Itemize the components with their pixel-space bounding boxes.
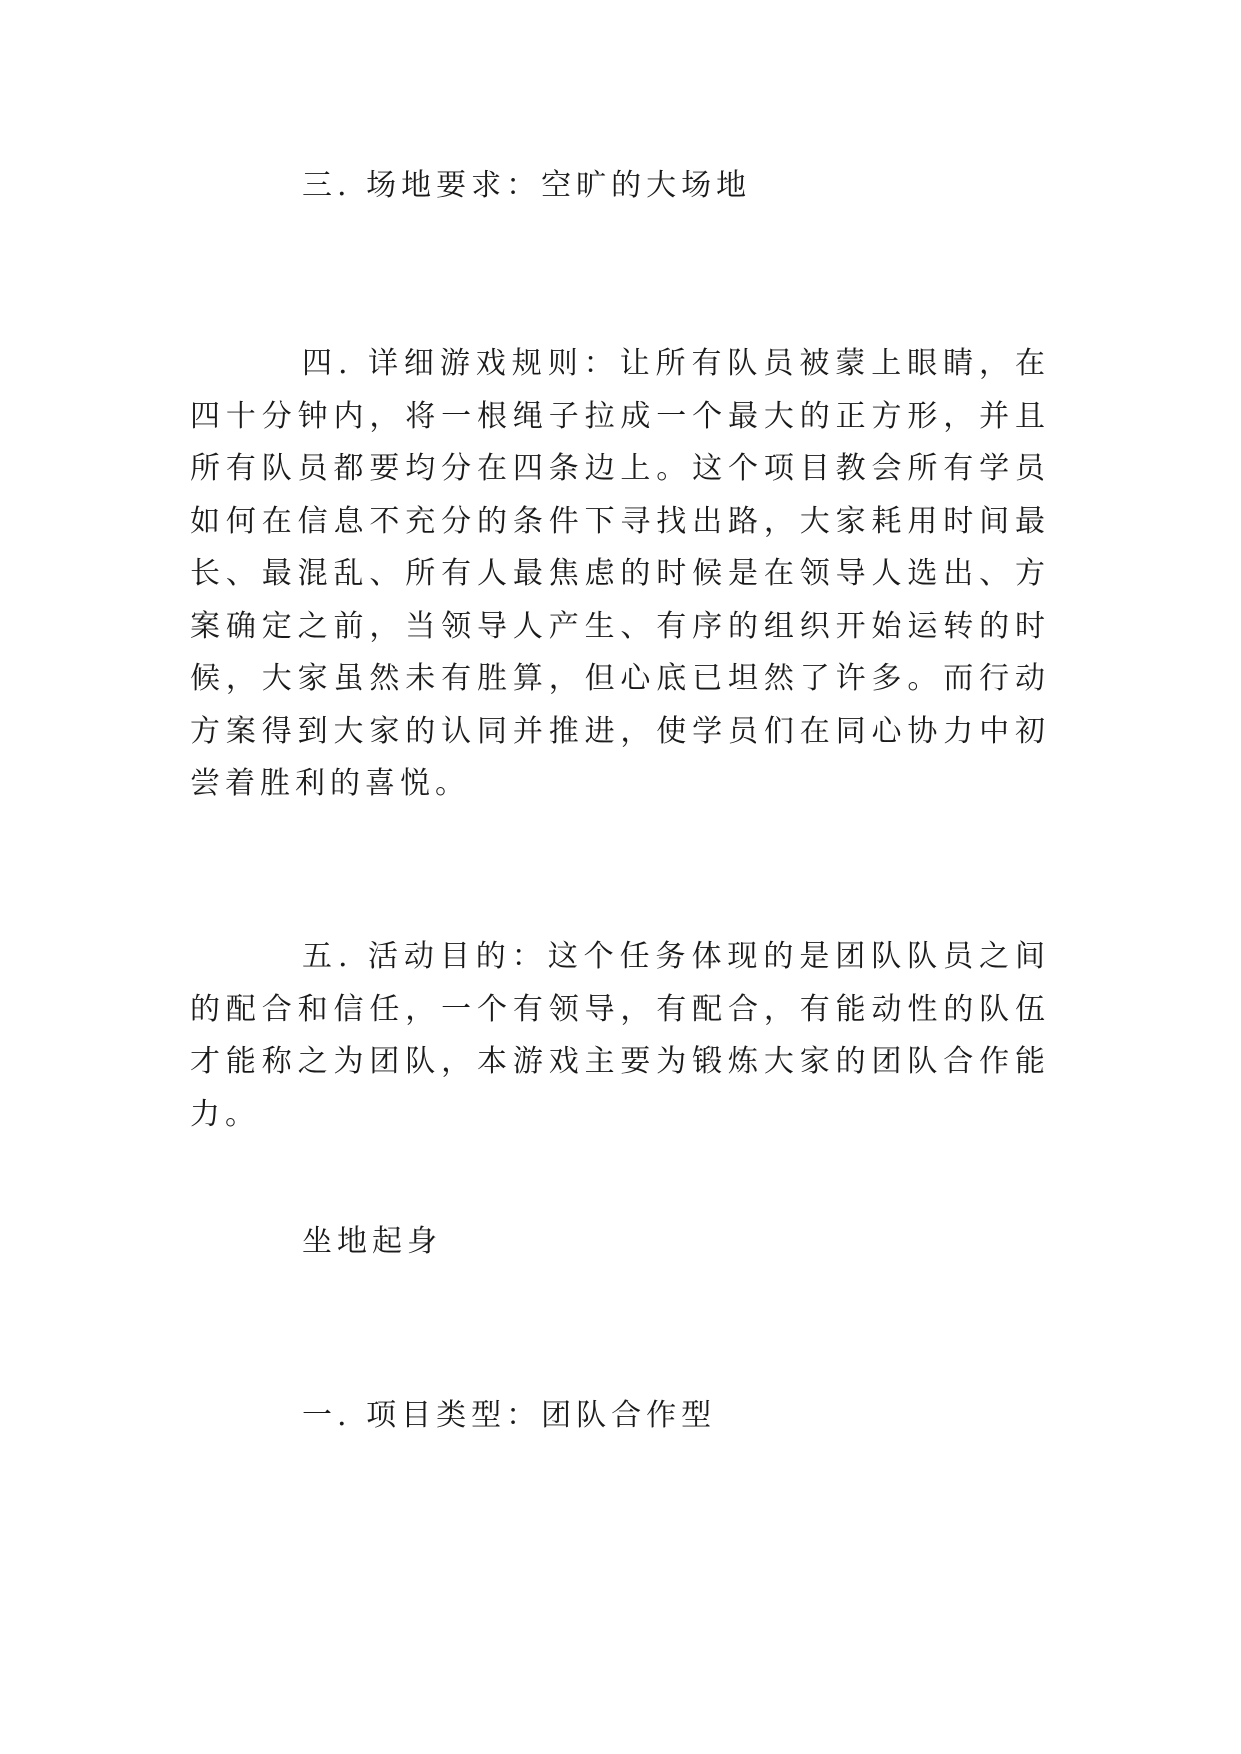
venue-requirement-line: 三. 场地要求：空旷的大场地	[302, 168, 752, 203]
game-rules-paragraph: 四. 详细游戏规则：让所有队员被蒙上眼睛，在四十分钟内，将一根绳子拉成一个最大的正方形，并且所有队员都要均分在四条边上。这个项目教会所有学员如何在信息不充分的条件下寻找出路，大家耗用时间最长、最混乱、所有人最焦虑的时候是在领导人选出、方案确定之前，当领导人产生、有序的组织开始运转的时候，大家虽然未有胜算，但心底已坦然了许多。而行动方案得到大家的认同并推进，使学员们在同心协力中初尝着胜利的喜悦。	[190, 346, 1050, 801]
project-type-line: 一. 项目类型：团队合作型	[302, 1398, 717, 1433]
game-title: 坐地起身	[302, 1224, 442, 1259]
activity-purpose-paragraph: 五. 活动目的：这个任务体现的是团队队员之间的配合和信任，一个有领导，有配合，有能动性的队伍才能称之为团队，本游戏主要为锻炼大家的团队合作能力。	[190, 939, 1050, 1132]
